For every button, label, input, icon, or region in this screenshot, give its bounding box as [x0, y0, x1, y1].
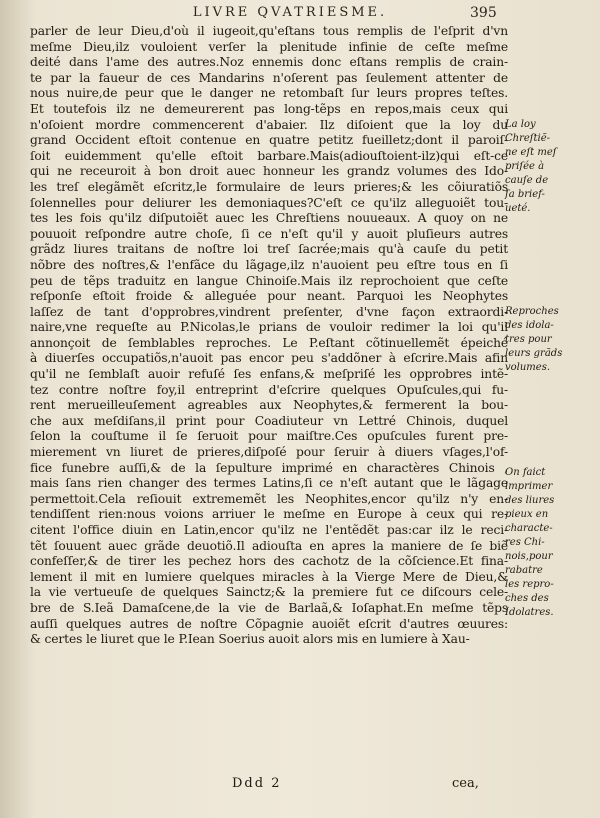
- text-line: tẽt ſouuent auec grãde deuotiõ.Il adiouſta en apres la maniere de ſe biẽ: [30, 538, 508, 553]
- text-line: rent merueilleuſement agreables aux Neophytes,& fermerent la bou-: [30, 398, 508, 413]
- text-line: meſme Dieu,ilz vouloient verſer la plenitude infinie de ceſte meſme: [30, 39, 508, 54]
- text-line: n'oſoient mordre commencerent d'abaier. Ilz diſoient que la loy du: [30, 117, 508, 132]
- text-line: tendiſſent rien:nous voions arriuer le meſme en Europe à ceux qui re-: [30, 507, 508, 522]
- margin-note-line: volumes.: [505, 362, 551, 373]
- text-line: à diuerſes occupatiõs,n'auoit pas encor peu s'addõner à eſcrire.Mais afin: [30, 351, 508, 366]
- text-line: citent l'office diuin en Latin,encor qu'ilz ne l'entẽdẽt pas:car ilz le reci-: [30, 523, 508, 537]
- margin-note-line: ches des: [505, 593, 549, 604]
- text-line: tes les fois qu'ilz diſputoiẽt auec les Chreſtiens nouueaux. A quoy on ne: [30, 211, 508, 226]
- margin-note-line: les repro-: [505, 579, 554, 590]
- running-title: LIVRE QVATRIESME.: [192, 5, 388, 20]
- text-line: nõbre des noſtres,& l'enfãce du lãgage,ilz n'auoient peu eſtre tous en ſi: [30, 257, 508, 272]
- text-line: ſoit euidemment qu'elle eſtoit barbare.Mais(adiouſtoient-ilz)qui eſt-ce: [30, 148, 508, 163]
- margin-note-line: rabatre: [505, 565, 543, 576]
- margin-note-line: La loy: [505, 119, 536, 130]
- margin-note-line: cauſe de: [505, 175, 549, 186]
- text-line: laſſez de tant d'opprobres,vindrent preſenter, d'vne façon extraordi-: [30, 304, 508, 319]
- text-line: reſponſe eſtoit froide & alleguée pour neant. Parquoi les Neophytes: [30, 289, 508, 304]
- margin-note-line: Reproches: [505, 306, 559, 317]
- margin-note-line: On faict: [505, 467, 546, 478]
- text-line: la vie vertueuſe de quelques Sainctz;& la premiere fut ce diſcours cele-: [30, 585, 508, 600]
- margin-note-line: des liures: [505, 495, 555, 506]
- margin-note-line: res Chi-: [505, 537, 545, 548]
- text-line: mais ſans rien changer des termes Latins,ſi ce n'eſt autant que le lãgage: [30, 476, 508, 491]
- margin-note: [505, 466, 585, 620]
- text-line: peu de tẽps traduitz en langue Chinoiſe.Mais ilz reprochoient que ceſte: [30, 273, 508, 288]
- text-line: ſolennelles pour deliurer les demoniaques?C'eſt ce qu'ilz alleguoiẽt tou-: [30, 195, 508, 210]
- text-line: grãdz liures traitans de noſtre loi treſ ſacrée;mais qu'à cauſe du petit: [30, 242, 508, 257]
- main-text-block: [30, 24, 508, 648]
- margin-note-line: pieux en: [505, 509, 549, 520]
- text-line: les treſ elegãmẽt eſcritz,le formulaire de leurs prieres;& les cõiuratiõs: [30, 179, 508, 194]
- text-line: fice funebre auſſi,& de la ſepulture imprimé en charactères Chinois ,: [30, 460, 508, 475]
- margin-note-line: leurs grãds: [505, 348, 563, 359]
- text-line: che aux meſdiſans,il print pour Coadiuteur vn Lettré Chinois, duquel: [30, 413, 508, 428]
- text-line: naire,vne requeſte au P.Nicolas,le prians de vouloir redimer la loi qu'il: [30, 320, 508, 335]
- margin-note-line: tres pour: [505, 334, 552, 345]
- margin-note-line: Idolatres.: [505, 607, 554, 618]
- text-line: permettoit.Cela reſiouit extrememẽt les Neophites,encor qu'ilz n'y en-: [30, 491, 508, 506]
- margin-note-line: ne eſt meſ: [505, 147, 557, 158]
- text-line: confeſſer,& de tirer les pechez hors des cachotz de la cõſcience.Et fina-: [30, 554, 508, 569]
- text-line: tez contre noſtre foy,il entreprint d'eſcrire quelques Opuſcules,qui fu-: [30, 382, 508, 397]
- text-line: nous nuire,de peur que le danger ne retombaſt ſur leurs propres teſtes.: [30, 86, 508, 101]
- text-line: pouuoit reſpondre autre choſe, ſi ce n'eſt qu'il y auoit pluſieurs autres: [30, 226, 508, 241]
- page-number: 395: [470, 5, 497, 21]
- text-line: qui ne receuroit à bon droit auec honneur les grandz volumes des Ido-: [30, 164, 508, 179]
- margin-note-line: nois,pour: [505, 551, 553, 562]
- text-line: annonçoit de ſemblables reproches. Le P.eſtant cõtinuellemẽt épeiché: [30, 335, 508, 350]
- text-line: lement il mit en lumiere quelques miracles à la Vierge Mere de Dieu,&: [30, 569, 508, 584]
- margin-note-line: characte-: [505, 523, 553, 534]
- margin-note-line: Chreſtiẽ-: [505, 133, 551, 144]
- margin-note-line: imprimer: [505, 481, 553, 492]
- margin-note: [505, 305, 585, 375]
- text-line: deité dans l'ame des autres.Noz ennemis donc eſtans remplis de crain-: [30, 55, 508, 70]
- margin-note-line: priſée à: [505, 161, 545, 172]
- margin-note-line: ſa brief-: [505, 189, 545, 200]
- text-line: & certes le liuret que le P.Iean Soerius auoit alors mis en lumiere à Xau-: [30, 632, 470, 647]
- text-line: te par la faueur de ces Mandarins n'oſerent pas ſeulement attenter de: [30, 70, 508, 85]
- text-line: mierement vn liuret de prieres,diſpoſé pour ſeruir à diuers vſages,l'of-: [30, 445, 508, 460]
- signature-mark: Ddd 2: [232, 776, 282, 791]
- margin-note-line: des idola-: [505, 320, 554, 331]
- margin-note: [505, 118, 585, 216]
- text-line: grand Occident eſtoit contenue en quatre petitz fueilletz;dont il paroiſ-: [30, 133, 508, 148]
- text-line: bre de S.Ieã Damaſcene,de la vie de Barlaã,& Ioſaphat.En meſme tẽps: [30, 600, 508, 615]
- text-line: qu'il ne ſemblaſt auoir refuſé ſes enfans,& meſpriſé les opprobres intẽ-: [30, 367, 508, 382]
- text-line: ſelon la couſtume il ſe ſeruoit pour maiſtre.Ces opuſcules furent pre-: [30, 429, 508, 444]
- text-line: Et toutefois ilz ne demeurerent pas long-tẽps en repos,mais ceux qui: [30, 101, 508, 116]
- margin-note-line: ueté.: [505, 203, 531, 214]
- text-line: auſſi quelques autres de noſtre Cõpagnie auoiẽt eſcrit d'autres œuures:: [30, 616, 508, 631]
- catchword: cea,: [452, 776, 479, 791]
- text-line: parler de leur Dieu,d'où il iugeoit,qu'eſtans tous remplis de l'eſprit d'vn: [30, 24, 508, 38]
